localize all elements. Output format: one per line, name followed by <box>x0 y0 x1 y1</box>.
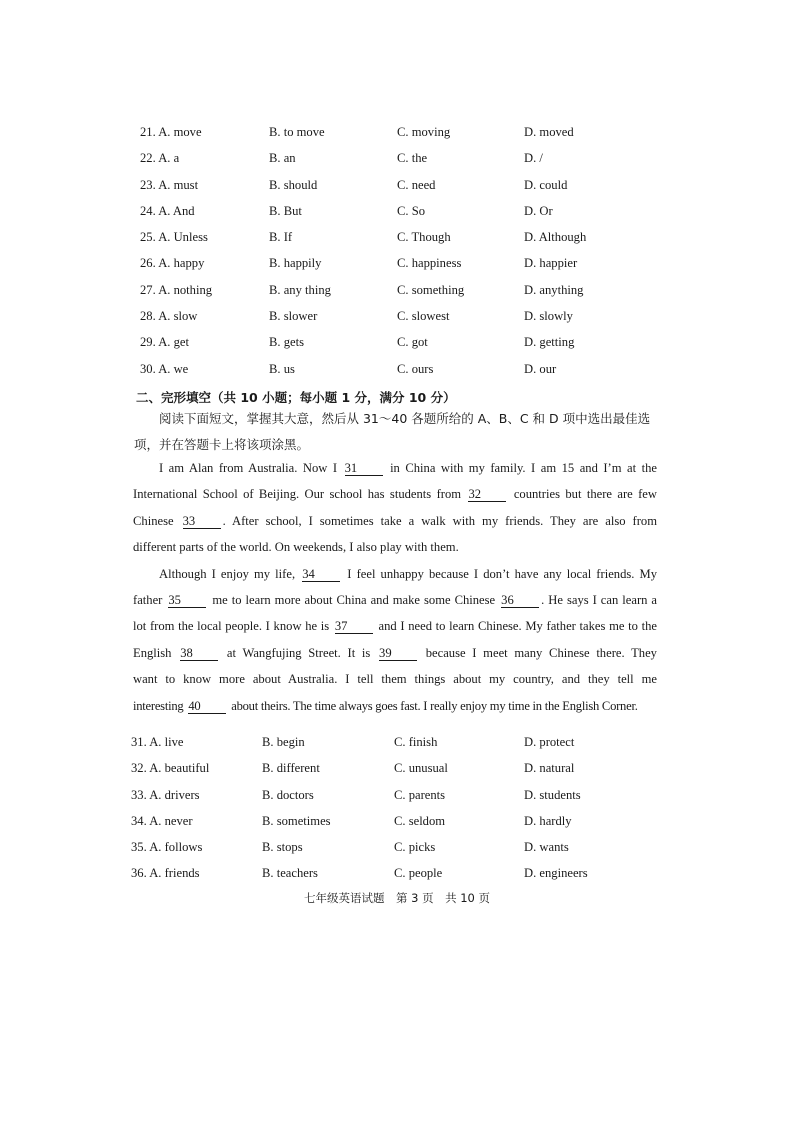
option-b: B. different <box>262 761 320 776</box>
option-b: B. teachers <box>262 866 318 881</box>
option-b: B. sometimes <box>262 813 331 828</box>
passage-line: different parts of the world. On weekends, I also play with them. <box>133 540 459 555</box>
passage-line: father 35 me to learn more about China and make some Chinese 36 . He says I can learn a <box>133 593 658 608</box>
option-c: C. moving <box>397 125 451 139</box>
option-row <box>140 283 660 309</box>
option-d: D. protect <box>524 735 575 749</box>
options-list-31-36 <box>131 735 651 893</box>
passage-line: Chinese 33 . After school, I sometimes take a walk with my friends. They are also from <box>133 513 657 528</box>
option-b: B. gets <box>269 335 304 350</box>
blank-39: 39 <box>379 646 417 661</box>
option-row <box>140 256 660 282</box>
option-c: C. need <box>397 177 436 192</box>
option-c: C. parents <box>394 787 446 802</box>
option-c: C. picks <box>394 840 436 855</box>
option-c: C. people <box>394 866 443 881</box>
option-d: D. wants <box>524 840 569 855</box>
option-b: B. should <box>269 177 318 192</box>
option-c: C. So <box>397 203 425 218</box>
option-a: 22. A. a <box>140 151 180 166</box>
instruction-line: 阅读下面短文，掌握其大意，然后从 31～40 各题所给的 A、B、C 和 D 项中选出最佳选 <box>159 411 651 426</box>
option-row <box>140 178 660 204</box>
option-c: C. ours <box>397 361 434 376</box>
option-d: D. Or <box>524 203 553 218</box>
options-list-21-30 <box>140 125 660 388</box>
page-footer: 七年级英语试题 第 3 页 共 10 页 <box>303 891 491 905</box>
option-a: 24. A. And <box>140 203 195 218</box>
option-row <box>131 814 651 840</box>
passage-line: International School of Beijing. Our school has students from 32 countries but there are few <box>133 487 657 502</box>
option-d: D. natural <box>524 761 575 776</box>
option-row <box>140 335 660 361</box>
option-d: D. slowly <box>524 309 573 324</box>
option-d: D. happier <box>524 256 578 271</box>
option-a: 27. A. nothing <box>140 282 213 297</box>
blank-38: 38 <box>180 646 218 661</box>
option-b: B. to move <box>269 125 325 139</box>
passage-line: interesting 40 about theirs. The time always goes fast. I really enjoy my time in the English Corner. <box>133 698 638 713</box>
option-b: B. But <box>269 203 302 218</box>
option-b: B. stops <box>262 840 303 855</box>
passage-line: Although I enjoy my life, 34 I feel unhappy because I don’t have any local friends. My <box>159 566 658 581</box>
option-c: C. Though <box>397 230 451 245</box>
option-row <box>131 735 651 761</box>
option-a: 25. A. Unless <box>140 230 208 245</box>
option-d: D. anything <box>524 282 584 297</box>
option-a: 28. A. slow <box>140 309 198 324</box>
passage-line: I am Alan from Australia. Now I 31 in China with my family. I am 15 and I’m at the <box>159 461 657 475</box>
option-row <box>140 151 660 177</box>
passage-line: lot from the local people. I know he is 37 and I need to learn Chinese. My father takes me to the <box>133 619 657 634</box>
option-a: 23. A. must <box>140 177 199 192</box>
option-d: D. engineers <box>524 866 588 881</box>
option-d: D. hardly <box>524 813 572 828</box>
option-a: 30. A. we <box>140 361 189 376</box>
option-row <box>140 125 660 151</box>
passage-line: want to know more about Australia. I tell them things about my country, and they tell me <box>133 672 657 687</box>
option-d: D. moved <box>524 125 574 139</box>
blank-36: 36 <box>501 593 539 608</box>
option-d: D. could <box>524 177 568 192</box>
option-row <box>131 761 651 787</box>
passage <box>133 455 657 719</box>
option-row <box>131 866 651 892</box>
option-c: C. unusual <box>394 761 448 776</box>
blank-33: 33 <box>183 514 221 529</box>
blank-37: 37 <box>335 619 373 634</box>
option-row <box>140 204 660 230</box>
option-c: C. finish <box>394 735 438 749</box>
option-row <box>140 230 660 256</box>
option-b: B. happily <box>269 256 322 271</box>
instructions <box>134 406 658 458</box>
option-a: 35. A. follows <box>131 840 203 855</box>
option-row <box>140 362 660 388</box>
passage-line: English 38 at Wangfujing Street. It is 39 because I meet many Chinese there. They <box>133 645 657 660</box>
option-c: C. the <box>397 151 428 166</box>
option-a: 29. A. get <box>140 335 189 350</box>
option-c: C. slowest <box>397 309 450 324</box>
option-row <box>140 309 660 335</box>
option-b: B. us <box>269 361 295 376</box>
option-a: 31. A. live <box>131 735 184 749</box>
option-b: B. an <box>269 151 296 166</box>
blank-31: 31 <box>345 461 383 476</box>
option-row <box>131 788 651 814</box>
option-a: 26. A. happy <box>140 256 205 271</box>
option-d: D. students <box>524 787 581 802</box>
option-b: B. If <box>269 230 293 245</box>
option-d: D. Although <box>524 230 587 245</box>
option-a: 32. A. beautiful <box>131 761 210 776</box>
section-title: 二、完形填空（共 10 小题；每小题 1 分，满分 10 分） <box>136 390 456 405</box>
option-c: C. seldom <box>394 813 446 828</box>
option-d: D. getting <box>524 335 575 350</box>
option-row <box>131 840 651 866</box>
option-a: 34. A. never <box>131 813 193 828</box>
blank-35: 35 <box>168 593 206 608</box>
option-b: B. begin <box>262 735 305 749</box>
blank-34: 34 <box>302 567 340 582</box>
instruction-line: 项，并在答题卡上将该项涂黑。 <box>134 437 310 452</box>
option-a: 33. A. drivers <box>131 787 200 802</box>
option-d: D. / <box>524 151 543 166</box>
option-b: B. slower <box>269 309 318 324</box>
option-a: 36. A. friends <box>131 866 200 881</box>
option-c: C. something <box>397 282 465 297</box>
option-a: 21. A. move <box>140 125 202 139</box>
blank-32: 32 <box>468 487 506 502</box>
option-c: C. got <box>397 335 428 350</box>
option-d: D. our <box>524 361 557 376</box>
option-b: B. any thing <box>269 282 331 297</box>
blank-40: 40 <box>188 699 226 714</box>
option-c: C. happiness <box>397 256 462 271</box>
option-b: B. doctors <box>262 787 314 802</box>
